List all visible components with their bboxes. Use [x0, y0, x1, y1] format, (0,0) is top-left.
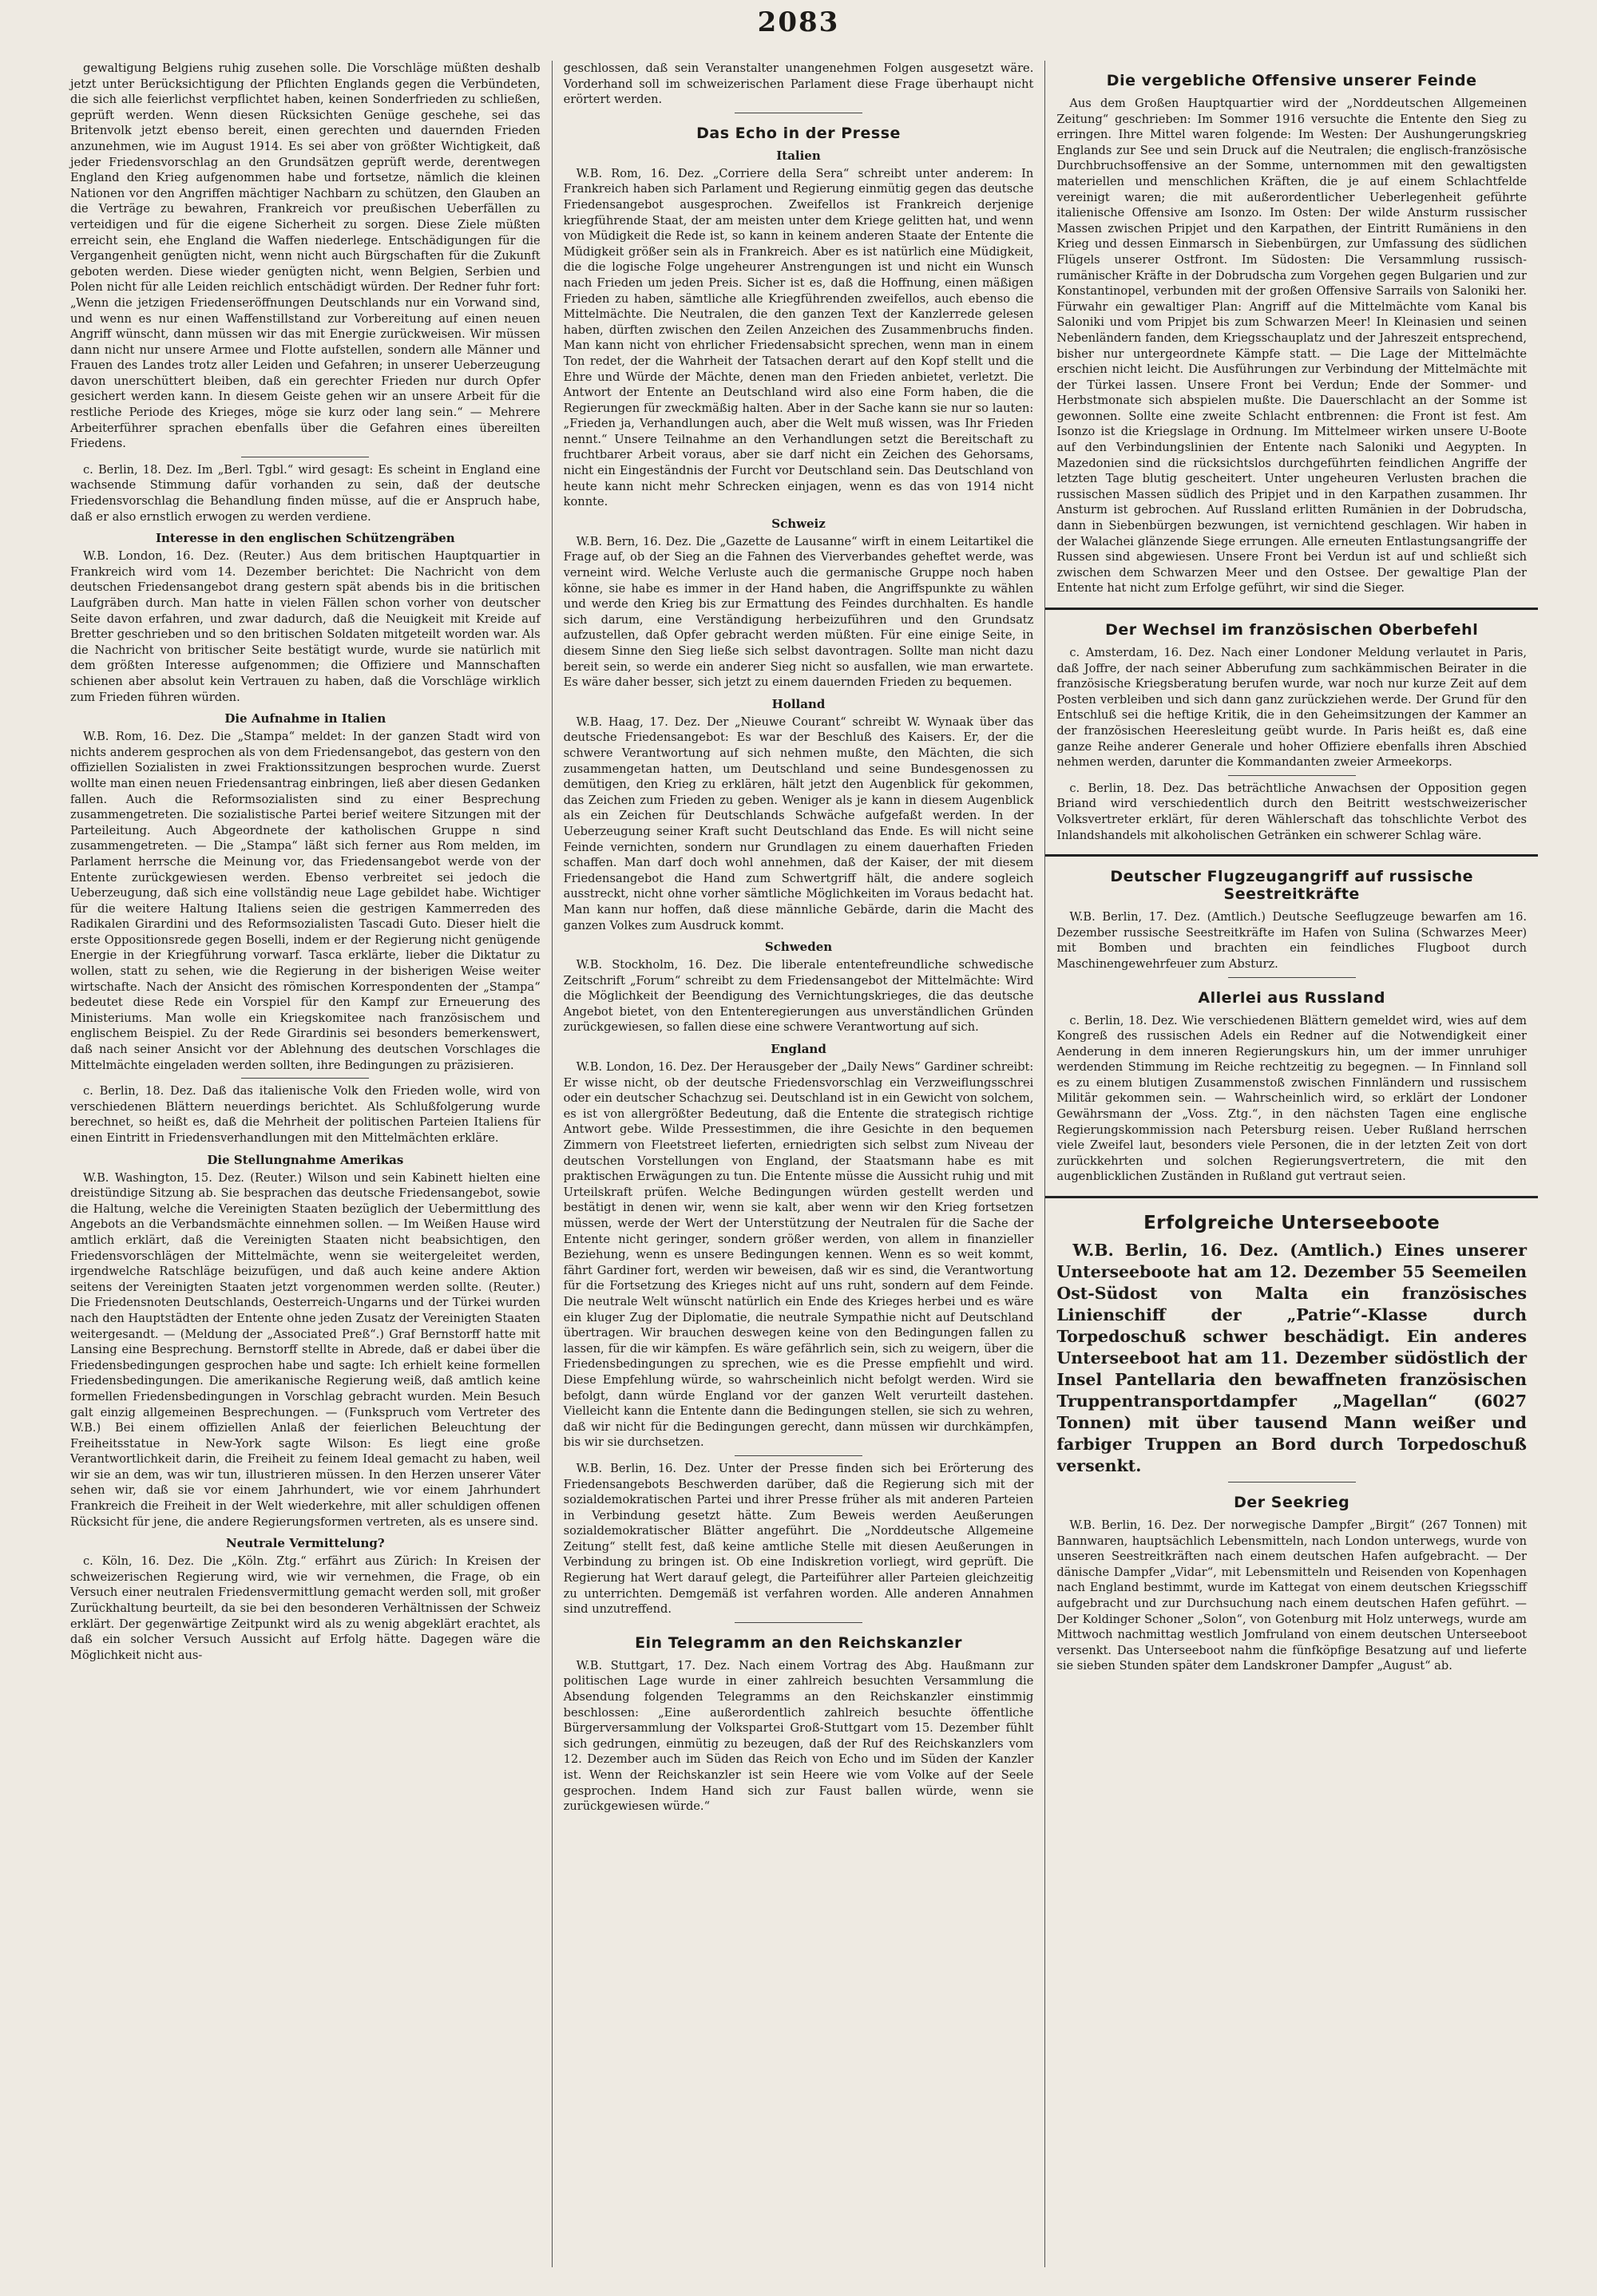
section-heading: Interesse in den englischen Schützengräben: [155, 531, 455, 546]
section-heading: Neutrale Vermittelung?: [226, 1536, 385, 1551]
paragraph: W.B. London, 16. Dez. (Reuter.) Aus dem britischen Hauptquartier in Frankreich wird vom 14. Dezember berichtet: Die Nachricht von dem deutschen Friedensangebot drang gestern spät abends bis in die britischen Laufgräben durch. Man hatte in vielen Fällen schon vorher von deutscher Seite davon erfahren, und zwar dadurch, daß die Neuigkeit mit Kreide auf Bretter geschrieben und so den britischen Soldaten mitgeteilt worden war. Als die Nachricht von britischer Seite bestätigt wurde, wurde sie natürlich mit dem größten Interesse aufgenommen; die Offiziere und Mannschaften schienen aber absolut kein Vertrauen zu haben, daß die Vorschläge wirklich zum Frieden führen würden.: [70, 549, 541, 704]
paragraph: W.B. Berlin, 16. Dez. (Amtlich.) Eines unserer Unterseeboote hat am 12. Dezember 55 Seemeilen Ost-Südost von Malta ein französisches Linienschiff der „Patrie“-Klasse durch Torpedoschuß schwer beschädigt. Ein anderes Unterseeboot hat am 11. Dezember südöstlich der Insel Pantellaria den bewaffneten französischen Truppentransportdampfer „Magellan“ (6027 Tonnen) mit über tausend Mann weißer und farbiger Truppen an Bord durch Torpedoschuß versenkt.: [1056, 1241, 1528, 1476]
article-headline: Das Echo in der Presse: [696, 124, 901, 142]
divider: [1045, 1196, 1538, 1198]
paragraph: W.B. Washington, 15. Dez. (Reuter.) Wilson und sein Kabinett hielten eine dreistündige Sitzung ab. Sie besprachen das deutsche Friedensangebot, sowie die Haltung, welche die Vereinigten Staaten bezüglich der Uebermittlung des Angebots an die Verbandsmächte einnehmen sollen. — Im Weißen Hause wird amtlich erklärt, daß die Vereinigten Staaten nicht beabsichtigen, den Friedensvorschlägen der Mittelmächte, wenn sie weitergeleitet werden, irgendwelche Ratschläge beizufügen, und daß auch keine andere Aktion seitens der Vereinigten Staaten jetzt vorgenommen werden sollte. (Reuter.) Die Friedensnoten Deutschlands, Oesterreich-Ungarns und der Türkei wurden nach den Hauptstädten der Entente ohne jeden Zusatz der Vereinigten Staaten weitergesandt. — (Meldung der „Associated Preß“.) Graf Bernstorff hatte mit Lansing eine Besprechung. Bernstorff stellte in Abrede, daß er dabei über die Friedensbedingungen gesprochen habe und sagte: Ich erhielt keine formellen Friedensbedingungen. Die amerikanische Regierung weiß, daß amtlich keine formellen Friedensbedingungen in Vorschlag gebracht wurden. Mein Besuch galt einzig allgemeinen Besprechungen. — (Funkspruch vom Vertreter des W.B.) Bei einem offiziellen Anlaß der feierlichen Beleuchtung der Freiheitsstatue in New-York sagte Wilson: Es liegt eine große Verantwortlichkeit darin, die Freiheit zu feinem Ideal gemacht zu haben, weil wir sie an dem, was wir tun, illustrieren müssen. In den Herzen unserer Väter sehen wir, daß sie vor einem Jahrhundert, wie vor einem Jahrhundert Frankreich die Freiheit in der Welt wiederkehre, mit aller schuldigen offenen Rücksicht für jene, die andere Regierungsformen vertreten, als es unsere sind.: [70, 1170, 541, 1529]
article-headline: Der Wechsel im französischen Oberbefehl: [1105, 621, 1479, 639]
section-heading: Holland: [771, 696, 826, 711]
section-heading: Italien: [776, 148, 821, 163]
paragraph: c. Berlin, 18. Dez. Daß das italienische Volk den Frieden wolle, wird von verschiedenen Blättern neuerdings berichtet. Als Schlußfolgerung wurde berechnet, so heißt es, daß die Mehrheit der politischen Parteien Italiens für einen Eintritt in Friedensverhandlungen mit den Mittelmächten erkläre.: [70, 1084, 541, 1145]
article-headline: Der Seekrieg: [1234, 1494, 1350, 1512]
section-heading: Schweiz: [771, 516, 826, 531]
paragraph: c. Amsterdam, 16. Dez. Nach einer Londoner Meldung verlautet in Paris, daß Joffre, der nach seiner Abberufung zum sachkämmischen Beirater in die französische Kriegsberatung berufen wurde, war noch nur kurze Zeit auf dem Posten verbleiben und sich dann ganz zurückziehen werde. Der Grund für den Entschluß sei die heftige Kritik, die in den Geheimsitzungen der Kammer an der französischen Heeresleitung geübt wurde. In Paris heißt es, daß eine ganze Reihe anderer Generale und hoher Offiziere ebenfalls ihren Abschied nehmen werden, darunter die Kommandanten zweier Armeekorps.: [1056, 646, 1528, 770]
divider: [1045, 854, 1538, 857]
paragraph: c. Köln, 16. Dez. Die „Köln. Ztg.“ erfährt aus Zürich: In Kreisen der schweizerischen Regierung wird, wie wir vernehmen, die Frage, ob ein Versuch einer neutralen Friedensvermittlung gemacht werden soll, mit großer Zurückhaltung beurteilt, da sie bei den besonderen Verhältnissen der Schweiz erklärt. Der gegenwärtige Zeitpunkt wird als zu wenig abgeklärt erachtet, als daß ein solcher Versuch Aussicht auf Erfolg hätte. Dagegen wäre die Möglichkeit nicht aus-: [70, 1554, 541, 1662]
paragraph: c. Berlin, 18. Dez. Im „Berl. Tgbl.“ wird gesagt: Es scheint in England eine wachsende Stimmung dafür vorhanden zu sein, daß der deutsche Friedensvorschlag die Behandlung finden müsse, auf die er Anspruch habe, daß er also ernstlich erwogen zu werden verdiene.: [70, 462, 541, 524]
divider: [735, 1455, 862, 1456]
divider: [241, 1078, 369, 1079]
page-number: 2083: [757, 6, 840, 38]
paragraph: W.B. Bern, 16. Dez. Die „Gazette de Lausanne“ wirft in einem Leitartikel die Frage auf, ob der Sieg an die Fahnen des Vierverbandes geheftet werde, was verneint wird. Welche Verluste auch die germanische Gruppe noch haben könne, sie habe es immer in der Hand haben, die Angriffspunkte zu wählen und werde den Krieg bis zur Ermattung des Feindes durchhalten. Es handle sich darum, eine Verständigung herbeizuführen und den Grundsatz aufzustellen, daß Opfer gebracht werden müßten. Für eine einige Seite, in diesem Sinne den Sieg ließe sich selbst davontragen. Sollte man nicht dazu bereit sein, so werde ein anderer Sieg nicht so ausfallen, wie man erwartete. Es wäre daher besser, sich jetzt zu einem dauernden Frieden zu bequemen.: [563, 534, 1034, 690]
paragraph: W.B. Haag, 17. Dez. Der „Nieuwe Courant“ schreibt W. Wynaak über das deutsche Friedensangebot: Es war der Beschluß des Kaisers. Er, der die schwere Verantwortung auf sich nehmen mußte, den Mächten, die sich zusammengetan hatten, um Deutschland und seine Bundesgenossen zu demütigen, den Krieg zu erklären, hält jetzt den Augenblick für gekommen, das Zeichen zum Frieden zu geben. Weniger als je kann in diesem Augenblick als ein Zeichen für Deutschlands Schwäche aufgefaßt werden. In der Ueberzeugung seiner Kraft sucht Deutschland das Ende. Es will nicht seine Feinde vernichten, sondern nur Grundlagen zu einem dauerhaften Frieden schaffen. Man darf doch wohl annehmen, daß der Kaiser, der mit diesem Friedensangebot die Hand zum Schwertgriff hält, die andere sogleich ausstreckt, nicht ohne vorher sämtliche Möglichkeiten im Voraus bedacht hat. Man kann nur hoffen, daß diese männliche Gebärde, darin die Macht des ganzen Volkes zum Ausdruck kommt.: [563, 715, 1034, 932]
paragraph: W.B. Rom, 16. Dez. Die „Stampa“ meldet: In der ganzen Stadt wird von nichts anderem gesprochen als von dem Friedensangebot, das gestern von den offiziellen Sozialisten in zwei Fraktionssitzungen besprochen wurde. Zuerst wollte man einen neuen Friedensantrag einbringen, ließ aber diesen Gedanken fallen. Auch die Reformsozialisten sind zu einer Besprechung zusammengetreten. Die sozialistische Partei berief weitere Sitzungen mit der Parteileitung. Auch Abgeordnete der katholischen Gruppe n sind zusammengetreten. — Die „Stampa“ läßt sich ferner aus Rom melden, im Parlament herrsche die Meinung vor, das Friedensangebot werde von der Entente zurückgewiesen werden. Ebenso verbreitet sei jedoch die Ueberzeugung, daß sich eine vollständig neue Lage gebildet habe. Wichtiger für die weitere Haltung Italiens seien die gestrigen Kammerreden des Radikalen Girardini und des Reformsozialisten Tascadi Guto. Dieser hielt die erste Oppositionsrede gegen Boselli, indem er der Regierung nicht genügende Energie in der Kriegführung vorwarf. Tasca erklärte, lieber die Diktatur zu wollen, statt zu sehen, wie die Regierung in der bisherigen Weise weiter wirtschafte. Nach der Ansicht des römischen Korrespondenten der „Stampa“ bedeutet diese Rede ein Vorspiel für den Kampf zur Erneuerung des Ministeriums. Man wolle ein Kriegskomitee nach französischem und englischem Beispiel. Zu der Rede Girardinis sei besonders bemerkenswert, daß nach seiner Ansicht vor der Ablehnung des deutschen Vorschlages die Mittelmächte eingeladen werden sollten, ihre Bedingungen zu präzisieren.: [70, 730, 541, 1072]
paragraph: gewaltigung Belgiens ruhig zusehen solle. Die Vorschläge müßten deshalb jetzt unter Berücksichtigung der Pflichten Englands gegen die Verbündeten, die sich alle feierlichst verpflichtet haben, keinen Sonderfrieden zu schließen, geprüft werden. Wenn diesen Rücksichten Genüge geschehe, sei das Britenvolk jetzt ebenso bereit, einen gerechten und dauernden Frieden anzunehmen, wie im August 1914. Es sei aber von größter Wichtigkeit, daß jeder Friedensvorschlag an den Grundsätzen geprüft werde, derentwegen England den Krieg aufgenommen habe und fortsetze, nämlich die kleinen Nationen vor den Angriffen mächtiger Nachbarn zu schützen, den Glauben an die Verträge zu bewahren, Frankreich vor preußischen Ueberfällen zu verteidigen und für die eigene Sicherheit zu sorgen. Diese Ziele müßten erreicht sein, ehe England die Waffen niederlege. Entschädigungen für die Vergangenheit genügten nicht, wenn nicht auch Bürgschaften für die Zukunft geboten werden. Diese wieder genügten nicht, wenn Belgien, Serbien und Polen nicht für alle Leiden reichlich entschädigt würden. Der Redner fuhr fort: „Wenn die jetzigen Friedenseröffnungen Deutschlands nur ein Vorwand sind, und wenn es nur einen Waffenstillstand zur Vorbereitung auf einen neuen Angriff wünscht, dann müssen wir das mit Energie zurückweisen. Wir müssen dann nicht nur unsere Armee und Flotte aufstellen, sondern alle Männer und Frauen des Landes trotz aller Leiden und Gefahren; in unserer Ueberzeugung davon unerschüttert bleiben, daß ein gerechter Frieden nur durch Opfer gesichert werden kann. In diesem Geiste gehen wir an unsere Arbeit für die restliche Periode des Krieges, möge sie kurz oder lang sein.“ — Mehrere Arbeiterführer sprachen ebenfalls über die Gefahren eines übereilten Friedens.: [70, 61, 541, 451]
paragraph: W.B. Berlin, 16. Dez. Unter der Presse finden sich bei Erörterung des Friedensangebots Beschwerden darüber, daß die Regierung sich mit der sozialdemokratischen Partei und ihrer Presse früher als mit anderen Parteien in Verbindung gesetzt hätte. Zum Beweis werden Aeußerungen sozialdemokratischer Blätter angeführt. Die „Norddeutsche Allgemeine Zeitung“ stellt fest, daß keine amtliche Stelle mit diesen Aeußerungen in Verbindung zu bringen ist. Ob eine Indiskretion vorliegt, wird geprüft. Die Regierung hat Wert darauf gelegt, die Parteiführer aller Parteien gleichzeitig zu unterrichten. Demgemäß ist verfahren worden. Alle anderen Annahmen sind unzutreffend.: [563, 1461, 1034, 1617]
section-heading: Die Stellungnahme Amerikas: [207, 1152, 404, 1167]
paragraph: c. Berlin, 18. Dez. Das beträchtliche Anwachsen der Opposition gegen Briand wird verschiedentlich durch den Beitritt westschweizerischer Volksvertreter erklärt, für deren Wählerschaft das tohschlichte Verbot des Inlandshandels mit alkoholischen Getränken ein schwerer Schlag wäre.: [1056, 781, 1528, 842]
article-headline: Erfolgreiche Unterseeboote: [1143, 1213, 1440, 1234]
divider: [1228, 1482, 1356, 1483]
divider: [1228, 775, 1356, 776]
paragraph: W.B. Berlin, 16. Dez. Der norwegische Dampfer „Birgit“ (267 Tonnen) mit Bannwaren, hauptsächlich Lebensmitteln, nach London unterwegs, wurde von unseren Seestreitkräften nach einem deutschen Hafen aufgebracht. — Der dänische Dampfer „Vidar“, mit Lebensmitteln und Reisenden von Kopenhagen nach England bestimmt, wurde im Kattegat von einem deutschen Kriegsschiff aufgebracht und zur Durchsuchung nach einem deutschen Hafen geführt. — Der Koldinger Schoner „Solon“, von Gotenburg mit Holz unterwegs, wurde am Mittwoch nachmittag westlich Jomfruland von einem deutschen Unterseeboot versenkt. Das Unterseeboot nahm die fünfköpfige Besatzung auf und lieferte sie sieben Stunden später dem Landskroner Dampfer „August“ ab.: [1056, 1518, 1528, 1673]
article-headline: Deutscher Flugzeugangriff auf russische Seestreitkräfte: [1110, 868, 1473, 904]
article-headline: Die vergebliche Offensive unserer Feinde: [1106, 72, 1477, 89]
paragraph: c. Berlin, 18. Dez. Wie verschiedenen Blättern gemeldet wird, wies auf dem Kongreß des russischen Adels ein Redner auf die Notwendigkeit einer Aenderung in dem inneren Regierungskurs hin, um der immer unruhiger werdenden Stimmung im Reiche rechtzeitig zu begegnen. — In Finnland soll es zu einem blutigen Zusammenstoß zwischen Finnländern und russischem Militär gekommen sein. — Wahrscheinlich wird, so erklärt der Londoner Gewährsmann der „Voss. Ztg.“, in den nächsten Tagen eine englische Regierungskommission nach Petersburg reisen. Ueber Rußland herrschen viele Zweifel laut, besonders viele Personen, die in der letzten Zeit von dort zurückkehrten und solchen Regierungsvertretern, die mit den augenblicklichen Zuständen in Rußland gut vertraut seien.: [1056, 1013, 1528, 1184]
section-heading: Die Aufnahme in Italien: [224, 711, 386, 726]
article-headline: Allerlei aus Russland: [1198, 988, 1385, 1007]
paragraph: W.B. Rom, 16. Dez. „Corriere della Sera“ schreibt unter anderem: In Frankreich haben sich Parlament und Regierung einmütig gegen das deutsche Friedensangebot ausgesprochen. Zweifellos ist Frankreich derjenige kriegführende Staat, der am meisten unter dem Kriege gelitten hat, und wenn von Müdigkeit die Rede ist, so kann in keinem anderen Staate der Entente die Müdigkeit größer sein als in Frankreich. Aber es ist natürlich eine Müdigkeit, die die logische Folge ungeheurer Anstrengungen ist und nicht ein Wunsch nach Frieden um jeden Preis. Sicher ist es, daß die Hoffnung, einen mäßigen Frieden zu haben, sämtliche alle Kriegführenden zweifellos, auch ebenso die Mittelmächte. Die Neutralen, die den ganzen Text der Kanzlerrede gelesen haben, dürften zwischen den Zeilen Anzeichen des Zusammenbruchs finden. Man kann nicht von ehrlicher Friedensabsicht sprechen, wenn man in einem Ton redet, der die Wahrheit der Tatsachen derart auf den Kopf stellt und die Ehre und Würde der Mächte, denen man den Frieden anbietet, verletzt. Die Antwort der Entente an Deutschland wird also eine Form haben, die die Regierungen für zweckmäßig halten. Aber in der Sache kann sie nur so lauten: „Frieden ja, Verhandlungen auch, aber die Welt muß wissen, was Ihr Frieden nennt.“ Unsere Teilnahme an den Verhandlungen setzt die Bereitschaft zu fruchtbarer Arbeit voraus, aber sie darf nicht ein Zeichen des Gehorsams, nicht ein Eingeständnis der Furcht vor Deutschland sein. Das Deutschland von heute kann nicht mehr Schrecken einjagen, wenn es das von 1914 nicht konnte.: [563, 166, 1034, 509]
column-1: [59, 61, 552, 2267]
divider: [735, 1622, 862, 1623]
columns: [59, 61, 1538, 2267]
paragraph: Aus dem Großen Hauptquartier wird der „Norddeutschen Allgemeinen Zeitung“ geschrieben: Im Sommer 1916 versuchte die Entente den Sieg zu erringen. Ihre Mittel waren folgende: Im Westen: Der Aushungerungskrieg Englands zur See und sein Druck auf die Neutralen; die englisch-französische Durchbruchsoffensive an der Somme, unternommen mit den gewaltigsten materiellen und menschlichen Kräften, die je auf einem Schlachtfelde vereinigt waren; die mit außerordentlicher Ueberlegenheit geführte italienische Offensive am Isonzo. Im Osten: Der wilde Ansturm russischer Massen zwischen Pripjet und den Karpathen, der Eintritt Rumäniens in den Krieg und dessen Einmarsch in Siebenbürgen, zur Umfassung des südlichen Flügels unserer Ostfront. Im Südosten: Die Versammlung russisch-rumänischer Kräfte in der Dobrudscha zum Vorgehen gegen Bulgarien und zur Konstantinopel, verbunden mit der großen Offensive Sarrails von Saloniki her. Fürwahr ein gewaltiger Plan: Angriff auf die Mittelmächte vom Kanal bis Saloniki und vom Pripjet bis zum Schwarzen Meer! In Kleinasien und seinen Nebenländern fanden, dem Kriegsschauplatz und der Jahreszeit entsprechend, bisher nur untergeordnete Kämpfe statt. — Die Lage der Mittelmächte erschien nicht leicht. Die Ausführungen zur Verbindung der Mittelmächte mit der Türkei lassen. Unsere Front bei Verdun; Ende der Sommer- und Herbstmonate sich abspielen mußte. Die Dauerschlacht an der Somme ist gewonnen. Sollte eine zweite Schlacht entbrennen: die Front ist fest. Am Isonzo ist die Kriegslage in Ordnung. Im Mittelmeer wirken unsere U-Boote auf den Verbindungslinien der Entente nach Saloniki und Aegypten. In Mazedonien sind die rücksichtslos durchgeführten feindlichen Angriffe der letzten Tage blutig gescheitert. Unter ungeheuren Verlusten brachen die russischen Massen südlich des Pripjet und in den Karpathen zusammen. Ihr Ansturm ist gebrochen. Auf Russland erlitten Rumänien in der Dobrudscha, dann in Siebenbürgen bezwungen, ist vernichtend geschlagen. Wir haben in der Walachei glänzende Siege errungen. Alle erneuten Entlastungsangriffe der Russen sind abgewiesen. Unsere Front bei Verdun ist auf und schließt sich zwischen dem Schwarzen Meer und den Ostsee. Der gewaltige Plan der Entente hat nicht zum Erfolge geführt, wir sind die Sieger.: [1056, 97, 1528, 596]
column-3: [1044, 61, 1538, 2267]
paragraph: geschlossen, daß sein Veranstalter unangenehmen Folgen ausgesetzt wäre. Vorderhand soll im schweizerischen Parlament diese Frage überhaupt nicht erörtert werden.: [563, 61, 1034, 107]
paragraph: W.B. Stockholm, 16. Dez. Die liberale ententefreundliche schwedische Zeitschrift „Forum“ schreibt zu dem Friedensangebot der Mittelmächte: Wird die Möglichkeit der Beendigung des Vernichtungskrieges, die das deutsche Angebot bietet, von den Ententeregierungen aus unverständlichen Gründen zurückgewiesen, so fallen diese eine schwere Verantwortung auf sich.: [563, 958, 1034, 1035]
paragraph: W.B. London, 16. Dez. Der Herausgeber der „Daily News“ Gardiner schreibt: Er wisse nicht, ob der deutsche Friedensvorschlag ein Verzweiflungsschrei oder ein deutscher Schachzug sei. Deutschland ist in ein Gewicht von solchem, es ist von allergrößter Bedeutung, daß die Entente die strategisch richtige Antwort gebe. Wilde Pressestimmen, die ihre Gesichte in den bequemen Zimmern von Fleetstreet lieferten, erniedrigten sich selbst zum Niveau der deutschen Vorstellungen von England, der Staatsmann habe es mit praktischen Erwägungen zu tun. Die Entente müsse die Aussicht ruhig und mit Urteilskraft prüfen. Welche Bedingungen würden gestellt werden und bestätigt in denen wir, wenn sie kalt, aber wenn wir den Krieg fortsetzen müssen, werde der Wert der Unterstützung der Neutralen für die Sache der Entente nicht geringer, sondern größer werden, von allem in finanzieller Beziehung, wenn es unsere Bedingungen kennen. Wenn es so weit kommt, fährt Gardiner fort, werden wir beweisen, daß wir es sind, die Verantwortung für die Fortsetzung des Krieges nicht auf uns ruht, sondern auf dem Feinde. Die neutrale Welt wünscht natürlich ein Ende des Krieges herbei und es wäre ein kluger Zug der Diplomatie, die neutrale Sympathie nicht auf Deutschland übertragen. Wir brauchen deswegen keine von den Bedingungen fallen zu lassen, für die wir kämpfen. Es wäre gefährlich sein, sich zu weigern, über die Friedensbedingungen zu sprechen, wie es die Presse empfiehlt und wird. Diese Empfehlung würde, so wahrscheinlich nicht befolgt werden. Wird sie befolgt, dann würde England vor der ganzen Welt verurteilt dastehen. Vielleicht kann die Entente dann die Bedingungen stellen, sie sich zu wehren, daß wir nicht für die Bedingungen gerecht, dann müssen wir durchkämpfen, bis wir sie durchsetzen.: [563, 1060, 1034, 1450]
section-heading: England: [771, 1042, 826, 1057]
column-2: [552, 61, 1045, 2267]
paragraph: W.B. Stuttgart, 17. Dez. Nach einem Vortrag des Abg. Haußmann zur politischen Lage wurde in einer zahlreich besuchten Versammlung die Absendung folgenden Telegramms an den Reichskanzler einstimmig beschlossen: „Eine außerordentlich zahlreich besuchte öffentliche Bürgerversammlung der Volkspartei Groß-Stuttgart vom 15. Dezember fühlt sich gedrungen, einmütig zu bezeugen, daß der Ruf des Reichskanzlers vom 12. Dezember auch im Süden das Reich von Echo und im Süden der Kanzler ist. Wenn der Reichskanzler ist sein Heere wie vom Volke auf der Seele gesprochen. Indem Hand sich zur Faust ballen würde, wenn sie zurückgewiesen würde.“: [563, 1658, 1034, 1814]
article-headline: Ein Telegramm an den Reichskanzler: [635, 1633, 962, 1652]
bold-paragraph-block: [1056, 1240, 1527, 1477]
divider: [1045, 608, 1538, 610]
paragraph: W.B. Berlin, 17. Dez. (Amtlich.) Deutsche Seeflugzeuge bewarfen am 16. Dezember russische Seestreitkräfte im Hafen von Sulina (Schwarzes Meer) mit Bomben und brachten ein feindliches Flugboot durch Maschinengewehrfeuer zum Absturz.: [1056, 910, 1528, 971]
section-heading: Schweden: [764, 940, 833, 955]
divider: [1228, 977, 1356, 978]
